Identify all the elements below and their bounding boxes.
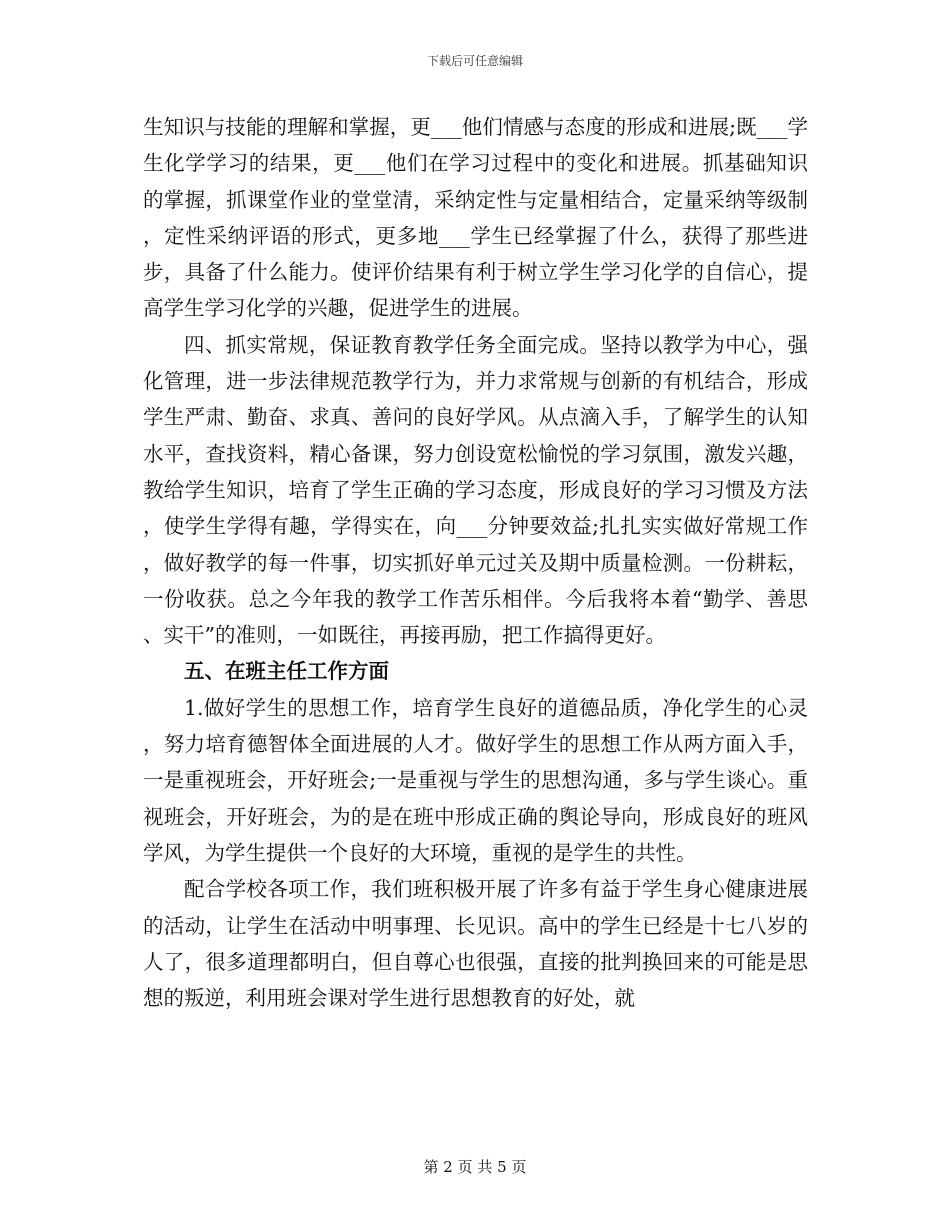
section-heading-five: 五、在班主任工作方面 xyxy=(184,659,389,684)
paragraph-section-four: 四、抓实常规，保证教育教学任务全面完成。坚持以教学为中心，强化管理，进一步法律规范教学行为，并力求常规与创新的有机结合，形成学生严肃、勤奋、求真、善问的良好学风。从点滴入手，了解学生的认知水平，查找资料，精心备课，努力创设宽松愉悦的学习氛围，激发兴趣，教给学生知识，培育了学生正确的学习态度，形成良好的学习习惯及方法，使学生学得有趣，学得实在，向___分钟要效益;扎扎实实做好常规工作，做好教学的每一件事，切实抓好单元过关及期中质量检测。一份耕耘，一份收获。总之今年我的教学工作苦乐相伴。今后我将本着“勤学、善思、实干”的准则，一如既往，再接再励，把工作搞得更好。 xyxy=(143,332,808,648)
page-header: 下载后可任意编辑 xyxy=(426,54,523,68)
document-body xyxy=(143,109,808,1016)
paragraph-school-activities: 配合学校各项工作，我们班积极开展了许多有益于学生身心健康进展的活动，让学生在活动中明事理、长见识。高中的学生已经是十七八岁的人了，很多道理都明白，但自尊心也很强，直接的批判换回来的可能是思想的叛逆，利用班会课对学生进行思想教育的好处，就 xyxy=(143,877,808,1011)
page-number: 第 2 页 共 5 页 xyxy=(423,1158,527,1176)
paragraph-continuation: 生知识与技能的理解和掌握，更___他们情感与态度的形成和进展;既___学生化学学习的结果，更___他们在学习过程中的变化和进展。抓基础知识的掌握，抓课堂作业的堂堂清，采纳定性与定量相结合，定量采纳等级制，定性采纳评语的形式，更多地___学生已经掌握了什么，获得了那些进步，具备了什么能力。使评价结果有利于树立学生学习化学的自信心，提高学生学习化学的兴趣，促进学生的进展。 xyxy=(143,115,808,321)
paragraph-item-one: 1.做好学生的思想工作，培育学生良好的道德品质，净化学生的心灵，努力培育德智体全面进展的人才。做好学生的思想工作从两方面入手，一是重视班会，开好班会;一是重视与学生的思想沟通，多与学生谈心。重视班会，开好班会，为的是在班中形成正确的舆论导向，形成良好的班风学风，为学生提供一个良好的大环境，重视的是学生的共性。 xyxy=(143,695,808,865)
